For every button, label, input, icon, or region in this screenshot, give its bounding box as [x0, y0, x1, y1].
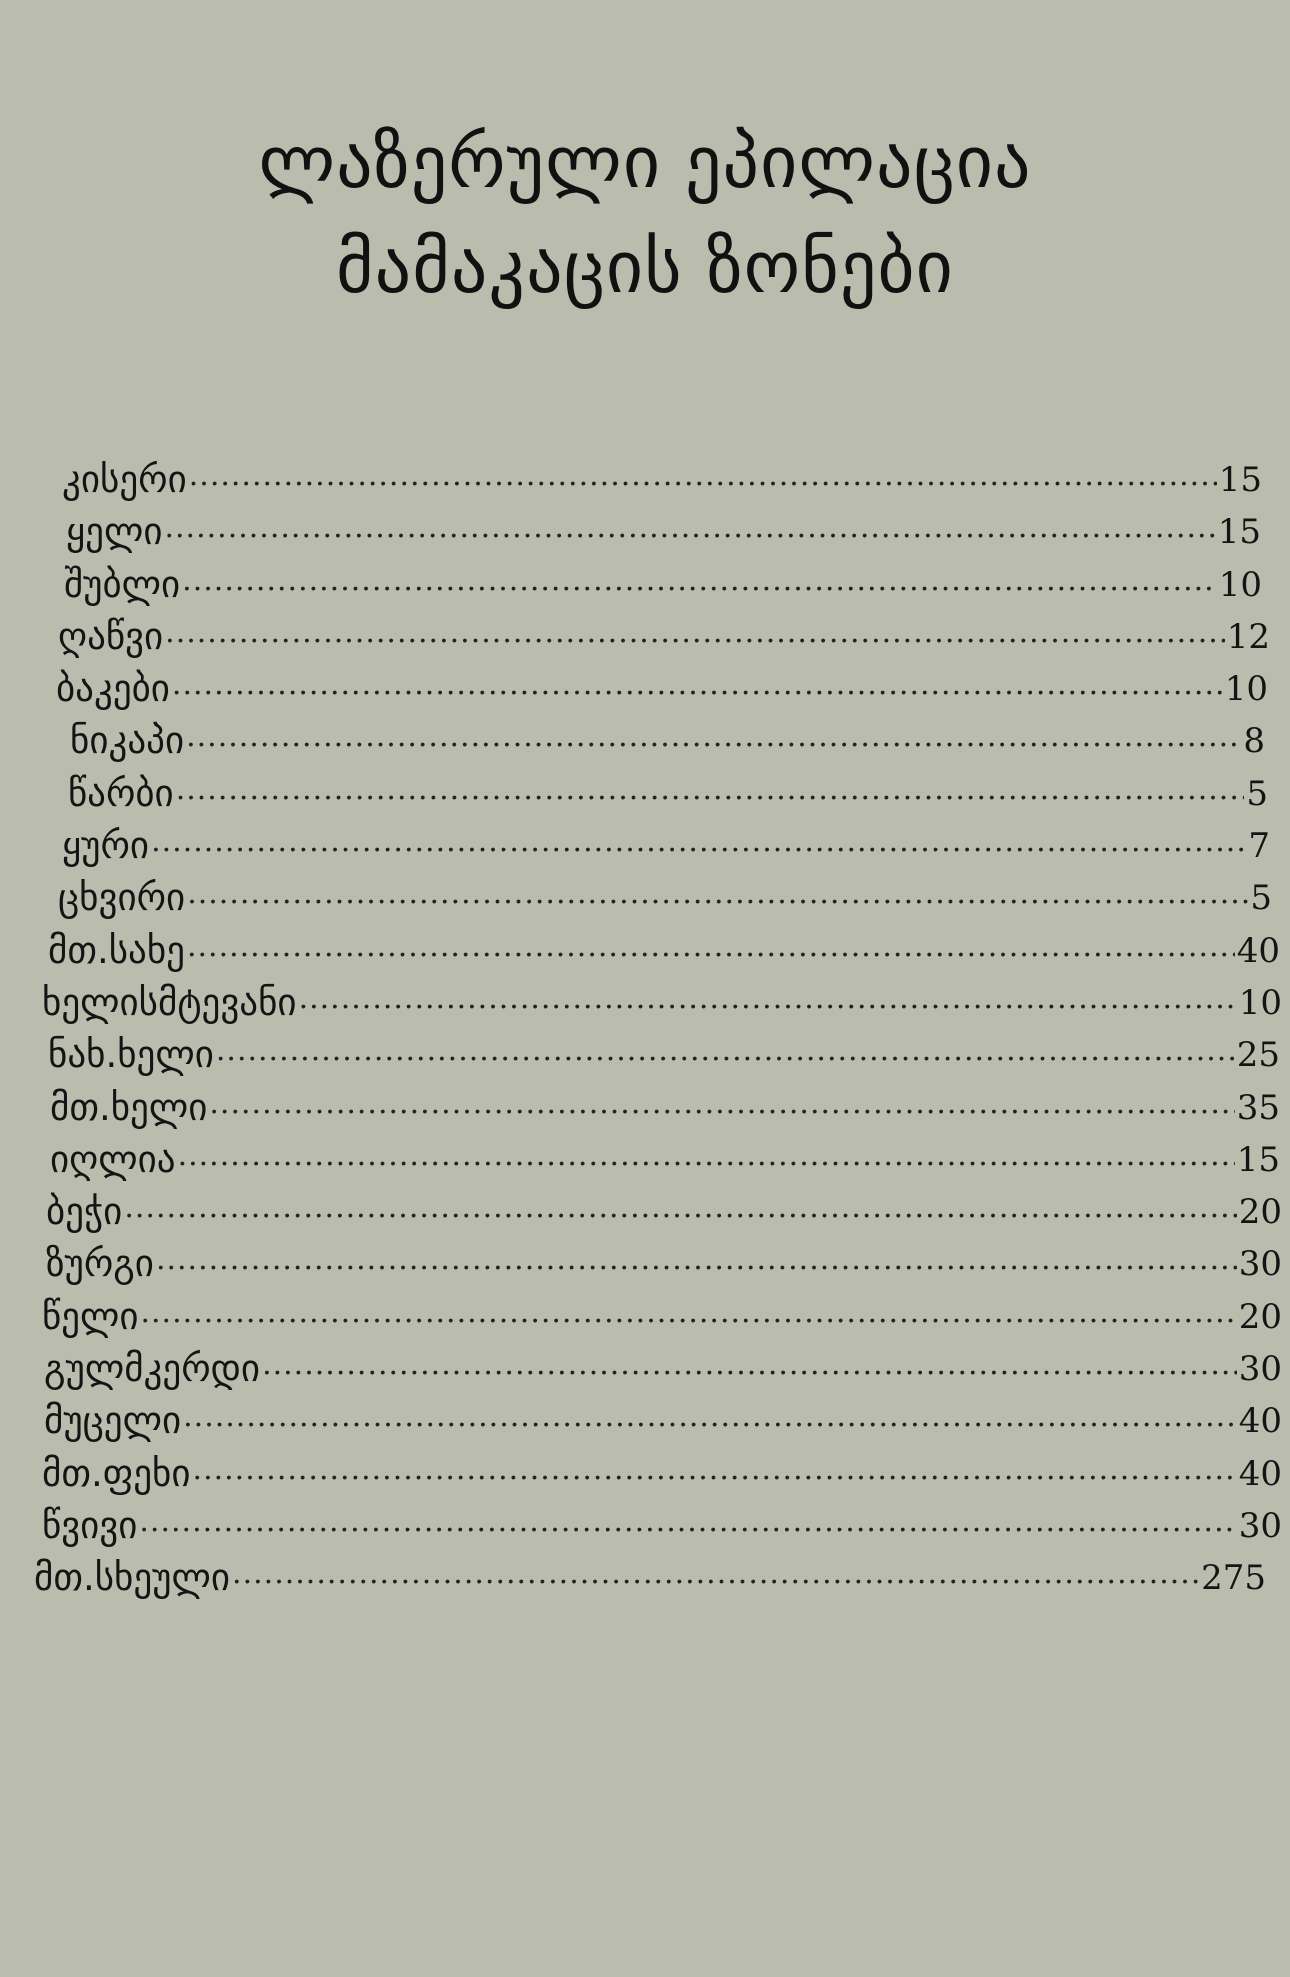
- dot-leader: [189, 454, 1217, 502]
- dot-leader: [140, 1291, 1236, 1339]
- price-row-mt-skheuli: [32, 1548, 1272, 1600]
- zone-price: 15: [1218, 460, 1262, 500]
- dot-leader: [176, 768, 1245, 816]
- dot-leader: [172, 663, 1223, 711]
- dot-leader: [193, 1448, 1237, 1496]
- zone-price: 15: [1217, 512, 1261, 553]
- dot-leader: [187, 925, 1235, 973]
- zone-name: ნიკაპი: [70, 719, 185, 763]
- zone-price: 8: [1243, 721, 1265, 762]
- zone-name: წვივი: [42, 1503, 138, 1547]
- zone-name: ყელი: [66, 510, 163, 554]
- price-row-shubli: [32, 555, 1272, 607]
- dot-leader: [164, 506, 1215, 554]
- zone-price: 30: [1238, 1244, 1282, 1285]
- zone-price: 20: [1238, 1192, 1282, 1233]
- price-row-yeli: [32, 502, 1272, 554]
- zone-price: 40: [1238, 1401, 1282, 1442]
- price-row-nakh-kheli: [32, 1025, 1280, 1077]
- zone-price: 7: [1248, 826, 1270, 867]
- dot-leader: [216, 1029, 1235, 1077]
- zone-name: იღლია: [50, 1137, 176, 1181]
- zone-name: ცხვირი: [58, 876, 186, 920]
- dot-leader: [209, 1082, 1234, 1130]
- zone-name: მთ.სახე: [48, 928, 185, 972]
- zone-price: 10: [1224, 669, 1268, 710]
- zone-price: 10: [1218, 564, 1262, 605]
- dot-leader: [183, 1395, 1237, 1443]
- dot-leader: [178, 1134, 1235, 1182]
- zone-price: 40: [1236, 930, 1280, 971]
- price-list: [32, 450, 1282, 1601]
- price-row-mt-kheli: [32, 1078, 1280, 1130]
- zone-name: მთ.ფეხი: [42, 1451, 191, 1495]
- dot-leader: [165, 611, 1225, 659]
- zone-price: 275: [1201, 1558, 1266, 1599]
- price-row-khelismtevani: [32, 973, 1282, 1025]
- price-row-ghatsvi: [32, 607, 1272, 659]
- price-row-bakebi: [32, 659, 1272, 711]
- zone-name: ყური: [62, 824, 150, 868]
- price-row-tseli: [32, 1287, 1282, 1339]
- dot-leader: [299, 977, 1237, 1025]
- zone-name: წარბი: [68, 771, 174, 815]
- price-row-bechi: [32, 1182, 1282, 1234]
- zone-price: 10: [1238, 982, 1282, 1023]
- title-line-1: ლაზერული ეპილაცია: [258, 120, 1032, 204]
- zone-name: ხელისმტევანი: [42, 980, 297, 1024]
- price-row-nikapi: [32, 711, 1272, 763]
- price-row-gulmkerdi: [32, 1339, 1282, 1391]
- zone-name: მთ.ხელი: [50, 1085, 208, 1129]
- zone-name: მუცელი: [44, 1399, 182, 1443]
- zone-name: ბაკები: [56, 667, 170, 711]
- zone-price: 5: [1250, 878, 1272, 919]
- zone-price: 15: [1236, 1139, 1280, 1180]
- dot-leader: [186, 715, 1241, 763]
- zone-name: ღაწვი: [58, 614, 164, 658]
- dot-leader: [151, 820, 1246, 868]
- price-row-quri: [32, 816, 1272, 868]
- dot-leader: [139, 1500, 1236, 1548]
- zone-price: 40: [1238, 1453, 1282, 1494]
- price-row-tsvivi: [32, 1496, 1282, 1548]
- price-row-kiseri: [32, 450, 1272, 502]
- zone-price: 30: [1238, 1349, 1282, 1390]
- zone-name: ზურგი: [46, 1242, 154, 1286]
- zone-name: ნახ.ხელი: [48, 1033, 214, 1077]
- dot-leader: [156, 1238, 1237, 1286]
- zone-price: 20: [1238, 1296, 1282, 1337]
- dot-leader: [262, 1343, 1237, 1391]
- zone-name: კისერი: [62, 458, 187, 501]
- dot-leader: [124, 1186, 1236, 1234]
- price-row-tskhviri: [32, 868, 1272, 920]
- title-line-2: მამაკაცის ზონები: [336, 225, 954, 309]
- zone-name: შუბლი: [64, 562, 181, 606]
- price-row-ighlia: [32, 1130, 1280, 1182]
- price-row-mt-sakhe: [32, 921, 1280, 973]
- zone-name: ბეჭი: [46, 1190, 123, 1234]
- dot-leader: [232, 1552, 1199, 1600]
- dot-leader: [182, 559, 1217, 607]
- zone-price: 12: [1226, 616, 1270, 657]
- page-title: [0, 110, 1290, 320]
- zone-price: 35: [1236, 1087, 1280, 1128]
- zone-name: გულმკერდი: [44, 1347, 261, 1391]
- price-row-mt-pekhi: [32, 1444, 1282, 1496]
- zone-name: წელი: [42, 1294, 139, 1338]
- zone-price: 25: [1236, 1035, 1280, 1076]
- dot-leader: [187, 872, 1248, 920]
- zone-price: 30: [1238, 1505, 1282, 1546]
- zone-price: 5: [1246, 773, 1268, 814]
- price-row-tsarbi: [32, 764, 1272, 816]
- zone-name: მთ.სხეული: [34, 1556, 231, 1600]
- price-row-zurgi: [32, 1234, 1282, 1286]
- price-row-mutseli: [32, 1391, 1282, 1443]
